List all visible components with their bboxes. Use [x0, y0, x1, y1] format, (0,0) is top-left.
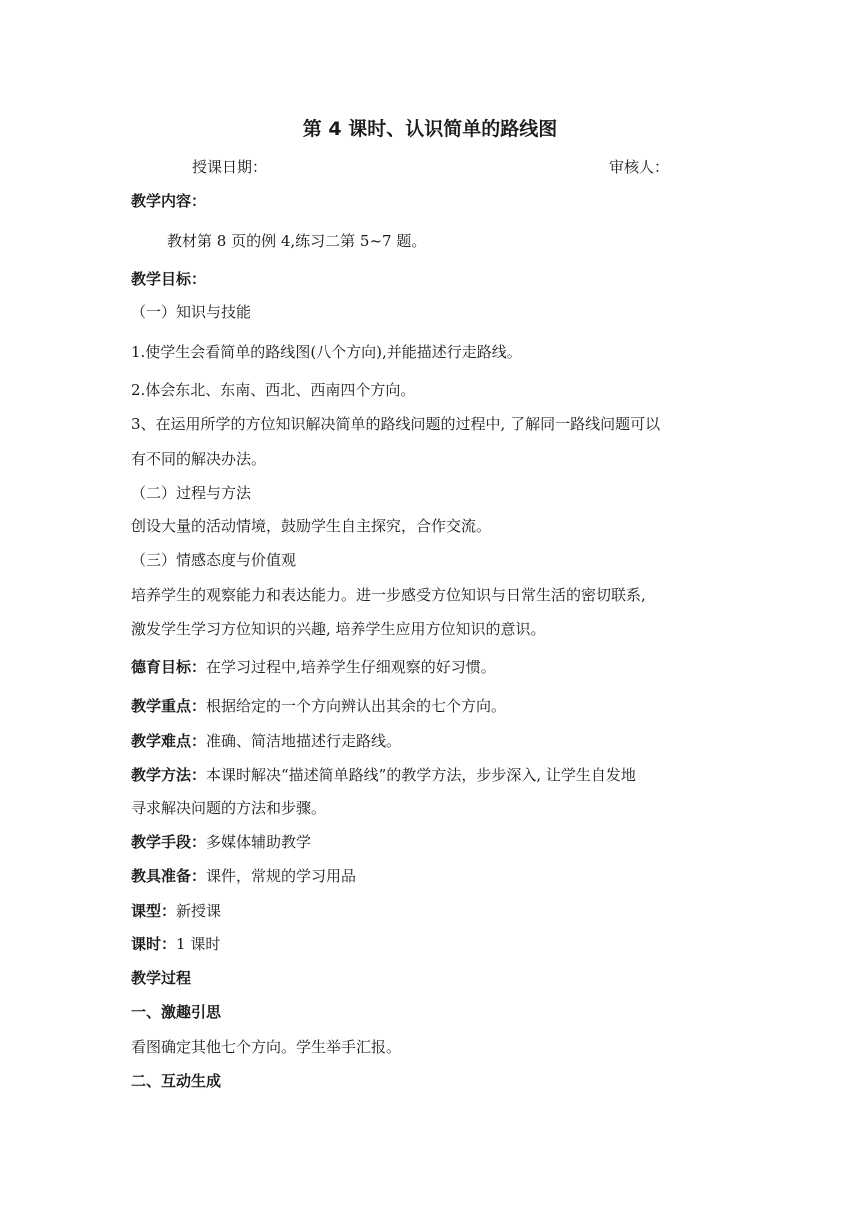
key-point	[131, 696, 506, 716]
page-title: 第 4 课时、认识简单的路线图	[302, 118, 558, 140]
means-text: 多媒体辅助教学	[206, 833, 312, 851]
process-heading: 教学过程	[131, 969, 192, 987]
difficulty-label: 教学难点：	[131, 732, 207, 750]
key-point-label: 教学重点：	[131, 697, 207, 715]
difficulty-text: 准确、简洁地描述行走路线。	[206, 732, 402, 750]
goals-heading: 教学目标：	[131, 270, 207, 288]
process-part1-title: 一、激趣引思	[131, 1003, 222, 1021]
method-label: 教学方法：	[131, 766, 207, 784]
goals-section2-title: （二）过程与方法	[131, 484, 252, 502]
key-point-text: 根据给定的一个方向辨认出其余的七个方向。	[206, 697, 507, 715]
goals-section1-line3a: 3、在运用所学的方位知识解决简单的路线问题的过程中, 了解同一路线问题可以	[131, 415, 661, 433]
moral-goal-text: 在学习过程中,培养学生仔细观察的好习惯。	[206, 658, 496, 676]
tools-text: 课件，常规的学习用品	[206, 867, 357, 885]
tools-label: 教具准备：	[131, 867, 207, 885]
reviewer-label: 审核人：	[609, 158, 670, 176]
process-part2-title: 二、互动生成	[131, 1072, 222, 1090]
method	[131, 765, 636, 785]
method-text-line2: 寻求解决问题的方法和步骤。	[131, 799, 327, 817]
content-text: 教材第 8 页的例 4,练习二第 5~7 题。	[167, 232, 427, 250]
method-text-line1: 本课时解决“描述简单路线”的教学方法，步步深入, 让学生自发地	[206, 766, 636, 784]
means-label: 教学手段：	[131, 833, 207, 851]
lesson-type-label: 课型：	[131, 902, 177, 920]
lesson-type-text: 新授课	[176, 902, 222, 920]
lesson-hours-text: 1 课时	[176, 935, 221, 953]
date-label: 授课日期：	[192, 158, 268, 176]
goals-section3-line2: 激发学生学习方位知识的兴趣, 培养学生应用方位知识的意识。	[131, 620, 546, 638]
difficulty	[131, 731, 401, 751]
process-part1-text: 看图确定其他七个方向。学生举手汇报。	[131, 1038, 402, 1056]
goals-section1-title: （一）知识与技能	[131, 303, 252, 321]
goals-section2-text: 创设大量的活动情境，鼓励学生自主探究，合作交流。	[131, 517, 492, 535]
goals-section1-line2: 2.体会东北、东南、西北、西南四个方向。	[131, 381, 416, 399]
content-heading: 教学内容：	[131, 192, 207, 210]
goals-section1-line1: 1.使学生会看简单的路线图(八个方向),并能描述行走路线。	[131, 343, 522, 361]
goals-section1-line3b: 有不同的解决办法。	[131, 450, 267, 468]
lesson-type	[131, 901, 221, 921]
moral-goal-label: 德育目标：	[131, 658, 207, 676]
lesson-hours	[131, 934, 220, 954]
lesson-hours-label: 课时：	[131, 935, 177, 953]
goals-section3-title: （三）情感态度与价值观	[131, 551, 297, 569]
moral-goal	[131, 657, 496, 677]
tools	[131, 866, 356, 886]
means	[131, 832, 311, 852]
goals-section3-line1: 培养学生的观察能力和表达能力。进一步感受方位知识与日常生活的密切联系,	[131, 586, 646, 604]
